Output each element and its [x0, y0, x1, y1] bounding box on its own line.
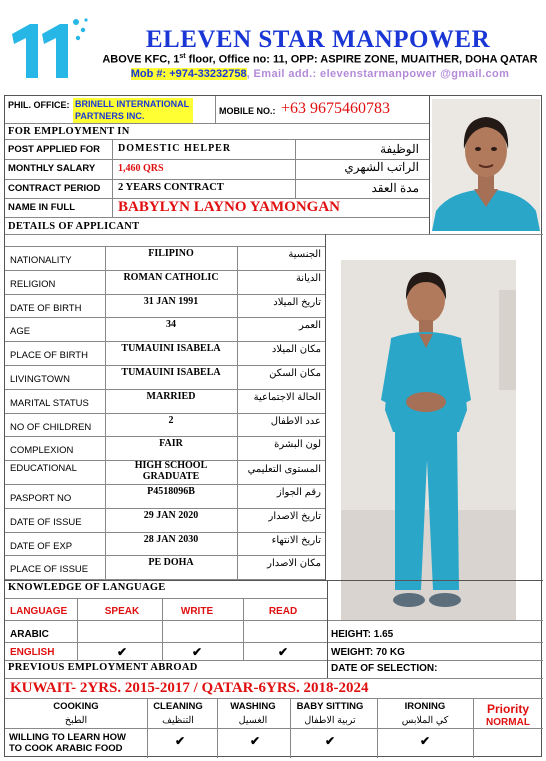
post-applied-label: POST APPLIED FOR	[8, 144, 101, 155]
detail-row	[5, 294, 325, 318]
company-name: ELEVEN STAR MANPOWER	[145, 26, 491, 53]
detail-row	[5, 460, 325, 484]
detail-label: NATIONALITY	[10, 255, 72, 266]
check-mark-icon: ✔	[419, 734, 431, 748]
company-contact	[100, 68, 540, 80]
detail-row	[5, 246, 325, 270]
detail-arabic-label: رقم الجواز	[276, 487, 321, 498]
weight-field: WEIGHT: 70 KG	[331, 647, 405, 658]
detail-arabic-label: مكان السكن	[269, 368, 321, 379]
read-header: READ	[268, 606, 298, 617]
detail-row	[5, 484, 325, 508]
detail-row	[5, 317, 325, 341]
ironing-header: IRONING	[404, 701, 446, 712]
language-header: LANGUAGE	[10, 606, 68, 617]
washing-arabic: الغسيل	[238, 715, 268, 726]
detail-row	[5, 413, 325, 437]
detail-label: PLACE OF BIRTH	[10, 350, 88, 362]
biodata-form	[4, 95, 542, 757]
detail-value: 31 JAN 1991	[143, 295, 199, 307]
detail-value: PE DOHA	[148, 557, 194, 569]
previous-employment-value: KUWAIT- 2YRS. 2015-2017 / QATAR-6YRS. 2018-2024	[10, 680, 369, 696]
detail-label: NO OF CHILDREN	[10, 421, 92, 433]
detail-row	[5, 532, 325, 556]
applicant-headshot	[432, 99, 540, 231]
mobile-value: +63 9675460783	[281, 100, 391, 117]
date-of-selection-label: DATE OF SELECTION:	[331, 663, 438, 674]
washing-header: WASHING	[230, 701, 276, 712]
detail-row	[5, 508, 325, 532]
check-mark-icon: ✔	[249, 734, 261, 748]
detail-arabic-label: مكان الميلاد	[271, 344, 321, 356]
detail-row	[5, 555, 325, 579]
name-value: BABYLYN LAYNO YAMONGAN	[118, 199, 340, 215]
detail-value: HIGH SCHOOL GRADUATE	[134, 460, 208, 483]
language-section-title: KNOWLEDGE OF LANGUAGE	[8, 582, 166, 593]
detail-value: TUMAUINI ISABELA	[121, 343, 221, 355]
willing-to-learn-label: WILLING TO LEARN HOW TO COOK ARABIC FOOD	[9, 732, 126, 754]
detail-value: 29 JAN 2020	[143, 509, 199, 521]
detail-arabic-label: الديانة	[295, 272, 321, 284]
detail-value: FAIR	[159, 438, 183, 450]
check-mark-icon: ✔	[116, 645, 128, 659]
detail-arabic-label: الحالة الاجتماعية	[253, 391, 321, 403]
check-mark-icon: ✔	[277, 645, 289, 659]
check-mark-icon: ✔	[174, 734, 186, 748]
detail-value: P4518096B	[147, 486, 195, 497]
baby-sitting-header: BABY SITTING	[296, 701, 364, 712]
contract-value: 2 YEARS CONTRACT	[118, 182, 224, 193]
detail-value: ROMAN CATHOLIC	[123, 271, 219, 283]
detail-arabic-label: المستوى التعليمي	[247, 464, 321, 476]
detail-arabic-label: تاريخ الاصدار	[268, 510, 321, 522]
detail-label: LIVINGTOWN	[10, 374, 70, 385]
height-field: HEIGHT: 1.65	[331, 629, 394, 640]
cooking-header: COOKING	[53, 701, 99, 712]
detail-row	[5, 341, 325, 365]
english-language-label: ENGLISH	[10, 647, 55, 658]
detail-value: 2	[168, 414, 174, 426]
detail-label: RELIGION	[10, 278, 56, 290]
check-mark-icon: ✔	[324, 734, 336, 748]
detail-arabic-label: مكان الاصدار	[267, 558, 321, 570]
employment-section-title: FOR EMPLOYMENT IN	[8, 126, 130, 137]
priority-label: Priority	[486, 702, 529, 716]
salary-label: MONTHLY SALARY	[8, 163, 96, 174]
check-mark-icon: ✔	[191, 645, 203, 659]
detail-value: 28 JAN 2030	[143, 533, 199, 545]
company-logo	[8, 14, 88, 80]
detail-arabic-label: لون البشرة	[274, 439, 321, 451]
detail-arabic-label: عدد الاطفال	[270, 415, 321, 427]
detail-value: FILIPINO	[148, 248, 194, 259]
priority-value: NORMAL	[486, 717, 530, 728]
detail-label: MARITAL STATUS	[10, 397, 89, 409]
baby-sitting-arabic: تربية الاطفال	[304, 715, 356, 726]
detail-label: DATE OF ISSUE	[10, 516, 82, 528]
detail-value: MARRIED	[146, 390, 196, 402]
salary-value: 1,460 QRS	[118, 163, 164, 174]
company-mobile: Mob #: +974-33232758	[130, 68, 247, 80]
contract-arabic: مدة العقد	[371, 181, 419, 195]
salary-arabic: الراتب الشهري	[344, 160, 419, 174]
detail-arabic-label: تاريخ الميلاد	[273, 296, 321, 308]
previous-employment-title: PREVIOUS EMPLOYMENT ABROAD	[8, 662, 198, 673]
write-header: WRITE	[180, 606, 214, 617]
arabic-language-label: ARABIC	[10, 629, 49, 640]
speak-header: SPEAK	[104, 606, 140, 617]
detail-label: PLACE OF ISSUE	[10, 564, 89, 576]
details-section-title: DETAILS OF APPLICANT	[8, 221, 140, 232]
detail-row	[5, 270, 325, 294]
post-applied-value: DOMESTIC HELPER	[118, 143, 232, 154]
detail-label: EDUCATIONAL	[10, 463, 77, 475]
cooking-arabic: الطبخ	[64, 715, 88, 726]
detail-arabic-label: الجنسية	[288, 249, 321, 260]
phil-office-value: BRINELL INTERNATIONAL PARTNERS INC.	[73, 98, 193, 124]
ironing-arabic: كي الملابس	[401, 715, 449, 726]
detail-value: TUMAUINI ISABELA	[121, 367, 221, 378]
phil-office-label: PHIL. OFFICE:	[8, 100, 70, 110]
cleaning-arabic: التنظيف	[162, 715, 194, 726]
detail-value: 34	[166, 319, 176, 331]
contract-label: CONTRACT PERIOD	[8, 183, 101, 194]
detail-label: DATE OF BIRTH	[10, 302, 82, 314]
company-address: ABOVE KFC, 1st floor, Office no: 11, OPP: ASPIRE ZONE, MUAITHER, DOHA QATAR	[102, 53, 538, 66]
name-label: NAME IN FULL	[8, 202, 76, 213]
detail-row	[5, 389, 325, 413]
mobile-label: MOBILE NO.:	[219, 106, 276, 116]
detail-row	[5, 436, 325, 460]
cleaning-header: CLEANING	[153, 701, 203, 712]
detail-label: DATE OF EXP	[10, 540, 73, 552]
detail-arabic-label: تاريخ الانتهاء	[271, 534, 321, 546]
post-applied-arabic: الوظيفة	[380, 142, 419, 156]
detail-row	[5, 365, 325, 389]
company-email: , Email add.: elevenstarmanpower @gmail.com	[246, 68, 510, 80]
detail-arabic-label: العمر	[299, 320, 321, 332]
detail-label: PASPORT NO	[10, 493, 72, 504]
detail-label: AGE	[10, 326, 31, 338]
detail-label: COMPLEXION	[10, 445, 74, 457]
applicant-full-body-photo	[341, 260, 516, 620]
